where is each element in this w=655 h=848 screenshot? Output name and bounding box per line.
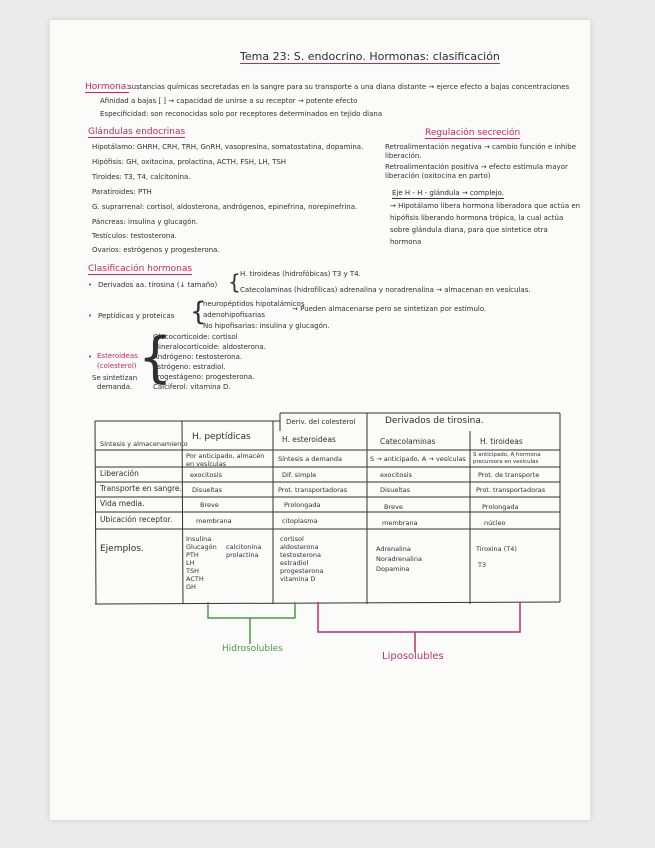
esteroideas-item: Calciferol: vitamina D. <box>153 383 231 391</box>
table-cell-example: PTH <box>186 551 199 559</box>
table-top-header: Deriv. del colesterol <box>286 418 356 426</box>
table-cell-example: ACTH <box>186 575 204 583</box>
derivados-item: H. tiroideas (hidrofóbicas) T3 y T4. <box>240 270 361 278</box>
table-row-label: Transporte en sangre. <box>100 484 182 493</box>
esteroideas-brace: { <box>138 326 173 389</box>
table-cell-example: LH <box>186 559 195 567</box>
table-cell-example: prolactina <box>226 551 259 559</box>
bullet-esteroideas: • <box>88 353 93 361</box>
glandula-item: Hipófisis: GH, oxitocina, prolactina, ACTH, FSH, LH, TSH <box>92 158 287 166</box>
table-column-header: H. tiroideas <box>480 437 523 446</box>
peptidicas-label: Peptídicas y proteicas <box>98 312 175 320</box>
table-top-header: Derivados de tirosina. <box>385 416 484 426</box>
table-cell-example: GH <box>186 583 196 591</box>
peptidicas-item: adenohipofisarias <box>203 311 265 319</box>
glandula-item: Paratiroides: PTH <box>92 188 152 196</box>
table-cell: Disueltas <box>192 486 223 494</box>
table-cell: S anticipado, A hormona precursora en vesículas <box>473 452 541 465</box>
esteroideas-item: Estrógeno: estradiol. <box>153 363 226 371</box>
table-column-header: H. peptídicas <box>192 432 251 442</box>
table-cell: S → anticipado, A → vesículas <box>370 455 466 463</box>
table-row-label: Ejemplos. <box>100 544 144 554</box>
glandulas-heading: Glándulas endocrinas <box>88 127 186 137</box>
table-row-label: Ubicación receptor. <box>100 515 173 524</box>
table-cell: Prolongada <box>284 501 321 509</box>
table-cell: Breve <box>384 503 403 511</box>
table-cell: Disueltas <box>380 486 411 494</box>
esteroideas-item: Andrógeno: testosterona. <box>153 353 243 361</box>
clasificacion-heading: Clasificación hormonas <box>88 264 193 274</box>
glandula-item: G. suprarrenal: cortisol, aldosterona, andrógenos, epinefrina, norepinefrina. <box>92 203 358 211</box>
table-cell: Prot. transportadoras <box>278 486 348 494</box>
table-cell: membrana <box>196 517 232 525</box>
table-column-header: Catecolaminas <box>380 437 436 446</box>
liposolubles-label: Liposolubles <box>382 651 444 662</box>
table-cell: Dif. simple <box>282 471 317 479</box>
table-cell: núcleo <box>484 519 506 527</box>
table-cell: Prolongada <box>482 503 519 511</box>
hormona-label: Hormona: <box>85 82 130 92</box>
table-cell-example: Noradrenalina <box>376 555 422 563</box>
peptidicas-note: → Pueden almacenarse pero se sintetizan por estímulo. <box>292 305 487 313</box>
esteroideas-note: demanda. <box>97 383 133 391</box>
derivados-label: Derivados aa. tirosina (↓ tamaño) <box>98 281 218 289</box>
table-row-label: Vida media. <box>100 499 145 508</box>
table-cell-example: cortisol <box>280 535 304 543</box>
table-cell: Síntesis a demanda <box>278 455 342 463</box>
table-cell: exocitosis <box>190 471 222 479</box>
derivados-brace: { <box>228 270 241 294</box>
glandula-item: Páncreas: insulina y glucagón. <box>92 218 199 226</box>
page-title: Tema 23: S. endocrino. Hormonas: clasificación <box>240 50 500 63</box>
glandula-item: Testículos: testosterona. <box>92 232 177 240</box>
peptidicas-item: neuropéptidos hipotalámicos <box>203 300 305 308</box>
regulacion-item: Retroalimentación positiva → efecto estimula mayor liberación (oxitocina en parto) <box>385 163 568 180</box>
table-row-label: Síntesis y almacenamiento <box>100 440 188 448</box>
hidrosolubles-label: Hidrosolubles <box>222 644 283 654</box>
table-cell: exocitosis <box>380 471 412 479</box>
bullet-peptidicas: • <box>88 312 93 320</box>
table-cell-example: Tiroxina (T4) <box>476 545 517 553</box>
table-cell-example: aldosterona <box>280 543 319 551</box>
glandula-item: Tiroides: T3, T4, calcitonina. <box>92 173 191 181</box>
peptidicas-brace: { <box>190 297 207 327</box>
bullet-derivados: • <box>88 281 93 289</box>
esteroideas-item: Progestágeno: progesterona. <box>153 373 255 381</box>
esteroideas-label: Esteroideas <box>97 352 138 360</box>
table-cell: citoplasma <box>282 517 318 525</box>
eje-line: hipófisis liberando hormona trópica, la cual actúa <box>390 214 564 222</box>
eje-line: → Hipotálamo libera hormona liberadora que actúa en <box>390 202 581 210</box>
table-cell-example: Glucagón <box>186 543 217 551</box>
peptidicas-item: No hipofisarias: insulina y glucagón. <box>203 322 330 330</box>
table-cell-example: calcitonina <box>226 543 262 551</box>
table-cell-example: estradiol <box>280 559 309 567</box>
table-cell-example: T3 <box>478 561 487 569</box>
table-cell-example: vitamina D <box>280 575 316 583</box>
table-cell-example: Adrenalina <box>376 545 411 553</box>
table-cell: membrana <box>382 519 418 527</box>
regulacion-item: Retroalimentación negativa → cambio función e inhibe liberación. <box>385 143 577 160</box>
hormona-definition: sustancias químicas secretadas en la sangre para su transporte a una diana distante → ejerce efecto a bajas concentraciones <box>128 83 570 91</box>
eje-line: hormona <box>390 238 422 246</box>
esteroideas-item: Mineralocorticoide: aldosterona. <box>153 343 266 351</box>
hormona-afinidad: Afinidad a bajas [ ] → capacidad de unirse a su receptor → potente efecto <box>100 97 358 105</box>
esteroideas-note: Se sintetizan <box>92 374 138 382</box>
esteroideas-sublabel: (colesterol) <box>97 362 137 370</box>
table-column-header: H. esteroideas <box>282 435 336 444</box>
glandula-item: Hipotálamo: GHRH, CRH, TRH, GnRH, vasopresina, somatostatina, dopamina. <box>92 143 364 151</box>
table-cell-example: progesterona <box>280 567 324 575</box>
hormona-especificidad: Especificidad: son reconocidas solo por receptores determinados en tejido diana <box>100 110 383 118</box>
derivados-item: Catecolaminas (hidrofílicas) adrenalina y noradrenalina → almacenan en vesículas. <box>240 286 531 294</box>
eje-title: Eje H - H - glándula → complejo. <box>392 189 504 197</box>
table-cell-example: testosterona <box>280 551 322 559</box>
table-cell: Prot. transportadoras <box>476 486 546 494</box>
table-cell-example: Dopamina <box>376 565 410 573</box>
table-cell-example: TSH <box>186 567 199 575</box>
esteroideas-item: Glucocorticoide: cortisol <box>153 333 238 341</box>
table-cell: Breve <box>200 501 219 509</box>
glandula-item: Ovarios: estrógenos y progesterona. <box>92 246 220 254</box>
table-cell: Prot. de transporte <box>478 471 540 479</box>
table-cell-example: Insulina <box>186 535 212 543</box>
regulacion-heading: Regulación secreción <box>425 128 521 138</box>
eje-line: sobre glándula diana, para que sintetice otra <box>390 226 548 234</box>
table-row-label: Liberación <box>100 469 139 478</box>
table-cell: Por anticipado, almacén en vesículas <box>186 452 265 468</box>
